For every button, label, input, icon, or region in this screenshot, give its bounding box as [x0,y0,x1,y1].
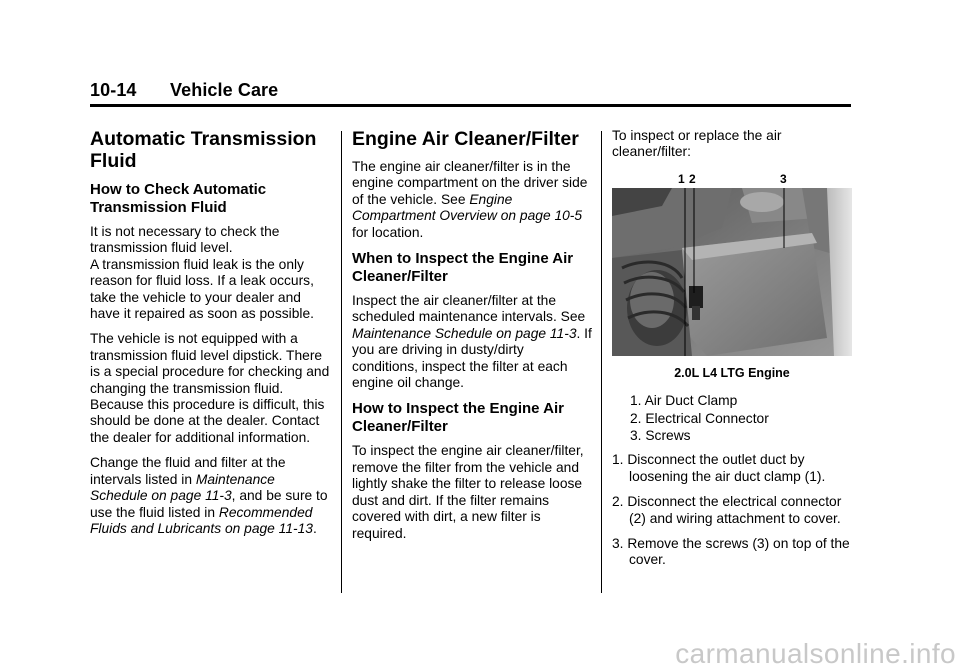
text: Change the fluid and filter at the intervals listed in [90,455,286,487]
callout-2: 2 [689,171,696,186]
paragraph [90,455,330,537]
engine-photo [612,188,852,356]
step-item: 3. Remove the screws (3) on top of the cover. [612,536,850,568]
text: Inspect the air cleaner/filter at the scheduled maintenance intervals. See [352,293,586,325]
section-title: Vehicle Care [170,80,279,100]
engine-photo-graphic [612,188,852,356]
callout-labels [612,171,852,185]
section-heading: Engine Air Cleaner/Filter [352,128,579,150]
callout-3: 3 [780,171,787,186]
step-item: 1. Disconnect the outlet duct by loosening the air duct clamp (1). [612,452,826,484]
column-divider [601,131,602,593]
paragraph [352,293,592,391]
text: It is not necessary to check the transmission fluid level. [90,224,280,256]
watermark: carmanualsonline.info [675,638,956,669]
page-number: 10-14 [90,80,137,100]
key-item: 2. Electrical Connector [630,410,769,426]
cross-reference-link[interactable]: Recommended Fluids and Lubricants on page 11-13 [90,504,313,536]
cross-reference-link[interactable]: Maintenance Schedule on page 11-3 [352,325,577,341]
step-item: 2. Disconnect the electrical connector (2) and wiring attachment to cover. [612,494,842,526]
cross-reference-link[interactable]: Maintenance Schedule on page 11-3 [90,471,275,504]
page-header [90,80,850,101]
callout-1: 1 [678,171,685,186]
paragraph: To inspect or replace the air cleaner/filter: [612,128,782,160]
section-heading: Automatic Transmission Fluid [90,128,317,172]
header-rule [90,104,851,107]
paragraph [352,159,592,241]
figure-caption: 2.0L L4 LTG Engine [674,365,790,380]
paragraph: To inspect the engine air cleaner/filter, remove the filter from the vehicle and lightly shake the filter to release loose dust and dirt. If the filter remains covered with dirt, a new filter is required. [352,443,584,541]
text: The engine air cleaner/filter is in the engine compartment on the driver side of the vehicle. See [352,159,588,207]
paragraph: The vehicle is not equipped with a transmission fluid level dipstick. There is a special procedure for checking and changing the transmission fluid. Because this procedure is difficult, this should be done at the dealer. Contact the dealer for additional information. [90,331,330,445]
column-1 [90,128,330,546]
key-item: 3. Screws [630,428,691,444]
engine-figure [612,171,852,363]
figure-key [630,393,852,444]
text: , and be sure to use the fluid listed in [90,488,328,520]
column-divider [341,131,342,593]
subsection-heading: When to Inspect the Engine Air Cleaner/Filter [352,250,574,286]
procedure-steps [612,452,852,568]
subsection-heading: How to Check Automatic Transmission Fluid [90,181,267,216]
text: for location. [352,224,424,240]
text: . [312,520,317,536]
text: A transmission fluid leak is the only reason for fluid loss. If a leak occurs, take the vehicle to your dealer and have it repaired as soon as possible. [90,256,314,322]
column-2 [352,128,592,551]
header-text [90,80,850,101]
subsection-heading: How to Inspect the Engine Air Cleaner/Filter [352,400,564,436]
text: . If you are driving in dusty/dirty conditions, inspect the filter at each engine oil change. [352,325,592,391]
paragraph [90,224,330,322]
key-item: 1. Air Duct Clamp [630,393,738,409]
cross-reference-link[interactable]: Engine Compartment Overview on page 10-5 [352,191,583,224]
column-3 [612,128,852,578]
